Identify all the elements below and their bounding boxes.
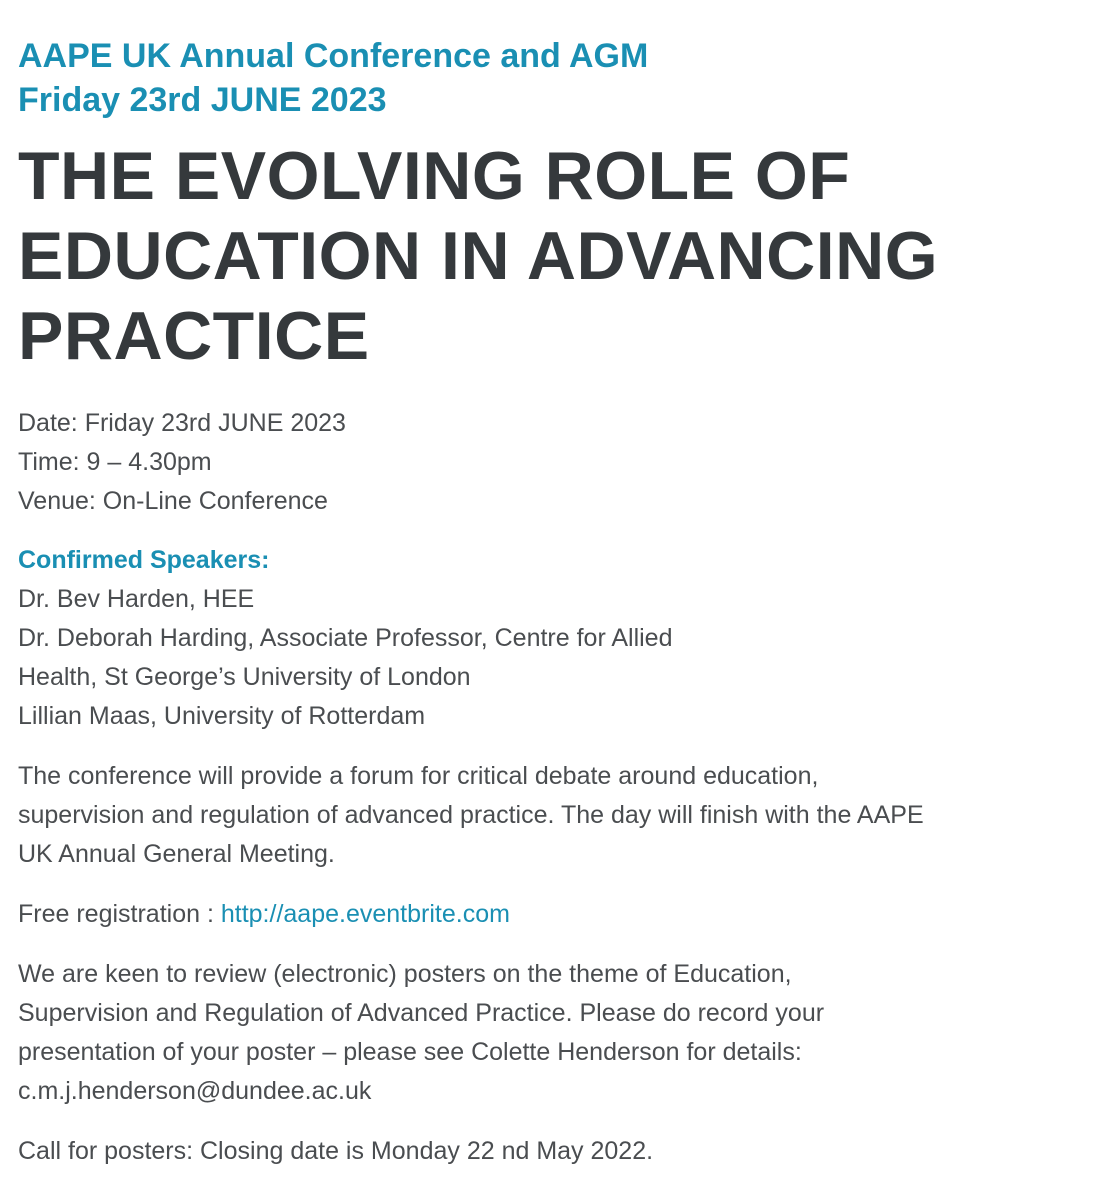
speaker-line: Dr. Deborah Harding, Associate Professor, Centre for Allied xyxy=(18,624,673,652)
contact-email: c.m.j.henderson@dundee.ac.uk xyxy=(18,1077,372,1105)
main-heading-line-2: EDUCATION IN ADVANCING xyxy=(18,218,939,294)
posters-paragraph xyxy=(18,955,1078,1111)
conference-description xyxy=(18,757,1078,874)
description-line: The conference will provide a forum for critical debate around education, xyxy=(18,762,819,790)
closing-date: Call for posters: Closing date is Monday 22 nd May 2022. xyxy=(18,1137,654,1165)
description-line: UK Annual General Meeting. xyxy=(18,840,335,868)
document-page xyxy=(18,34,1078,1171)
conference-title xyxy=(18,34,1078,122)
main-heading xyxy=(18,136,1078,376)
speaker-line: Lillian Maas, University of Rotterdam xyxy=(18,702,426,730)
posters-line: presentation of your poster – please see Colette Henderson for details: xyxy=(18,1038,802,1066)
description-line: supervision and regulation of advanced practice. The day will finish with the AAPE xyxy=(18,801,924,829)
event-details xyxy=(18,404,1078,521)
posters-line: We are keen to review (electronic) posters on the theme of Education, xyxy=(18,960,792,988)
main-heading-line-1: THE EVOLVING ROLE OF xyxy=(18,138,851,214)
event-time: Time: 9 – 4.30pm xyxy=(18,448,212,476)
conference-date-line: Friday 23rd JUNE 2023 xyxy=(18,81,387,119)
conference-title-line-1: AAPE UK Annual Conference and AGM xyxy=(18,37,649,75)
event-date: Date: Friday 23rd JUNE 2023 xyxy=(18,409,346,437)
speakers-heading: Confirmed Speakers: xyxy=(18,546,270,574)
registration-label: Free registration : xyxy=(18,900,221,928)
registration-link[interactable]: http://aape.eventbrite.com xyxy=(220,900,510,928)
registration xyxy=(18,895,1078,934)
speaker-line: Health, St George’s University of London xyxy=(18,663,471,691)
main-heading-line-3: PRACTICE xyxy=(18,298,370,374)
posters-line: Supervision and Regulation of Advanced Practice. Please do record your xyxy=(18,999,825,1027)
speaker-line: Dr. Bev Harden, HEE xyxy=(18,585,255,613)
speakers-list xyxy=(18,580,1078,736)
event-venue: Venue: On-Line Conference xyxy=(18,487,328,515)
